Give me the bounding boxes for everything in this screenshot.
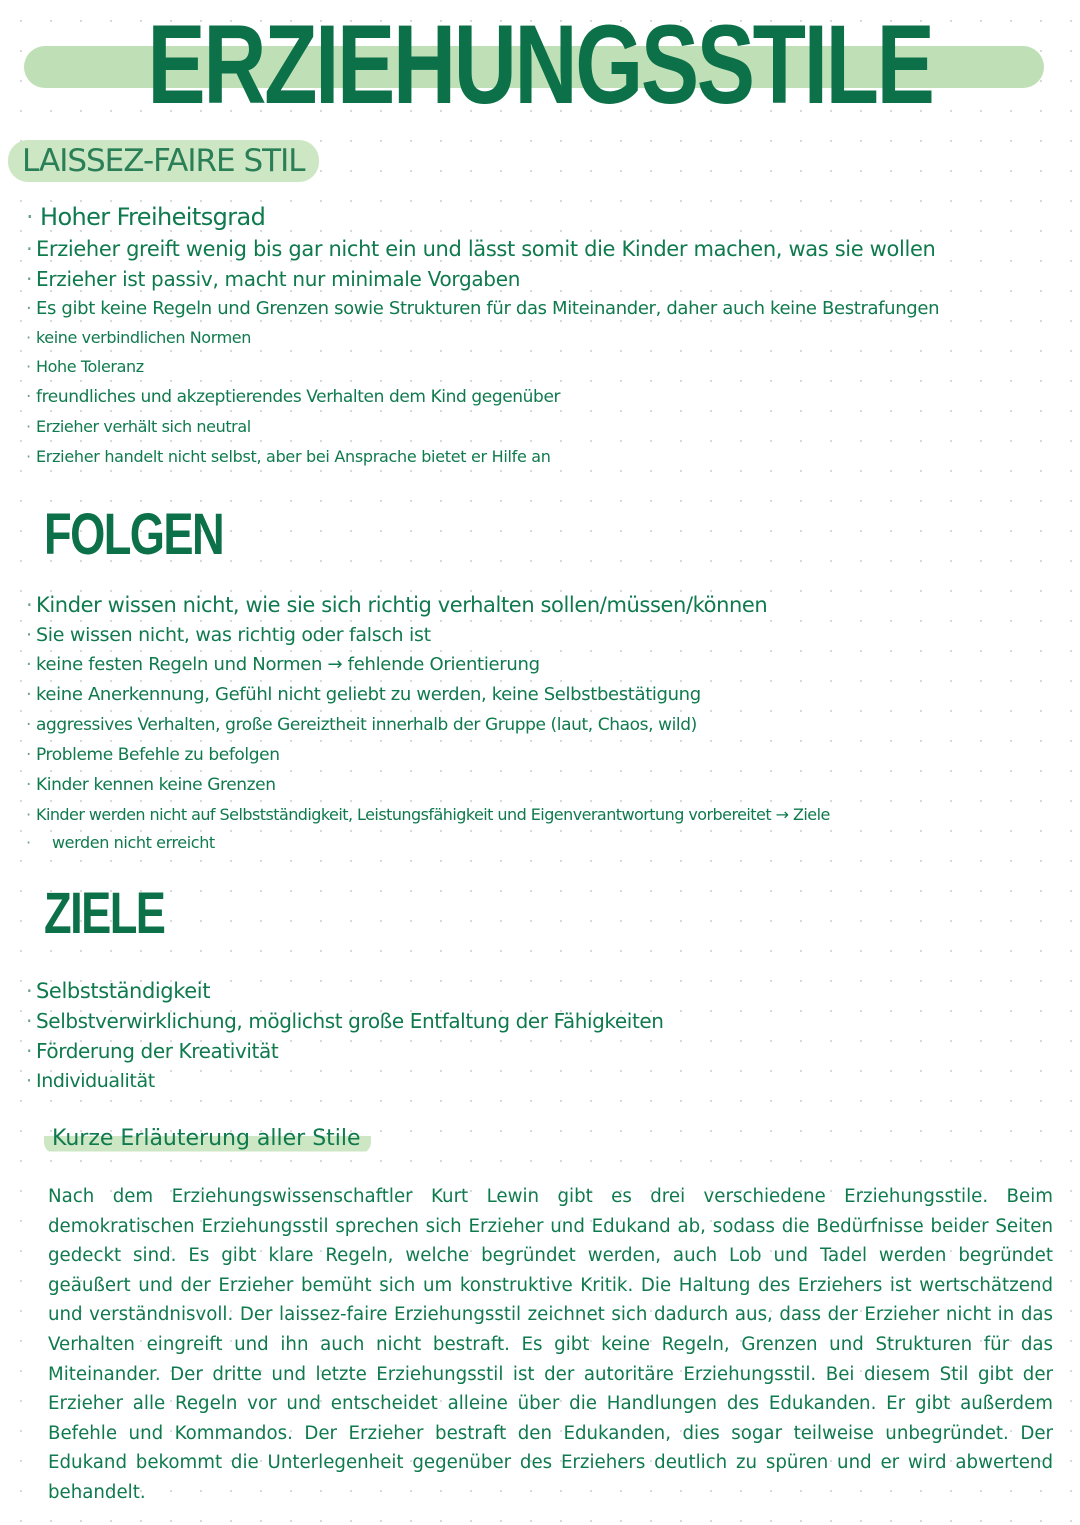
folgen-list <box>26 590 1066 856</box>
list-item: · werden nicht erreicht <box>26 830 1066 856</box>
folgen-heading: FOLGEN <box>44 502 224 567</box>
list-item: · Erzieher ist passiv, macht nur minimale Vorgaben <box>26 264 1066 294</box>
list-item: · freundliches und akzeptierendes Verhalten dem Kind gegenüber <box>26 382 1066 412</box>
list-item: · Kinder werden nicht auf Selbstständigkeit, Leistungsfähigkeit und Eigenverantwortung vorbereitet → Ziele <box>26 800 1066 830</box>
list-item: · keine festen Regeln und Normen → fehlende Orientierung <box>26 650 1066 680</box>
list-item: · Erzieher greift wenig bis gar nicht ein und lässt somit die Kinder machen, was sie wollen <box>26 234 1066 264</box>
list-item: · Hoher Freiheitsgrad <box>26 200 1066 234</box>
ziele-heading: ZIELE <box>44 881 165 946</box>
list-item: · Förderung der Kreativität <box>26 1036 1066 1066</box>
list-item: · Kinder kennen keine Grenzen <box>26 770 1066 800</box>
ziele-list <box>26 976 1066 1096</box>
summary-heading: Kurze Erläuterung aller Stile <box>44 1124 371 1154</box>
list-item: · Hohe Toleranz <box>26 352 1066 382</box>
list-item: · Erzieher verhält sich neutral <box>26 412 1066 442</box>
list-item: · Es gibt keine Regeln und Grenzen sowie Strukturen für das Miteinander, daher auch keine Bestrafungen <box>26 294 1066 324</box>
list-item: · aggressives Verhalten, große Gereiztheit innerhalb der Gruppe (laut, Chaos, wild) <box>26 710 1066 740</box>
list-item: · Erzieher handelt nicht selbst, aber bei Ansprache bietet er Hilfe an <box>26 442 1066 472</box>
list-item: · keine Anerkennung, Gefühl nicht geliebt zu werden, keine Selbstbestätigung <box>26 680 1066 710</box>
list-item: · Selbstverwirklichung, möglichst große Entfaltung der Fähigkeiten <box>26 1006 1066 1036</box>
page-title: ERZIEHUNGSSTILE <box>147 2 933 127</box>
list-item: · Individualität <box>26 1066 1066 1096</box>
laissez-faire-list <box>26 200 1066 472</box>
list-item: · keine verbindlichen Normen <box>26 324 1066 352</box>
laissez-faire-heading: LAISSEZ-FAIRE STIL <box>8 140 319 182</box>
summary-paragraph: Nach dem Erziehungswissenschaftler Kurt Lewin gibt es drei verschiedene Erziehungsstile. Beim demokratischen Erziehungsstil sprechen sich Erzieher und Edukand ab, sodass die Bedürfnisse beider Seiten gedeckt sind. Es gibt klare Regeln, welche begründet werden, auch Lob und Tadel werden begründet geäußert und der Erzieher bemüht sich um konstruktive Kritik. Die Haltung des Erziehers ist wertschätzend und verständnisvoll. Der laissez-faire Erziehungsstil zeichnet sich dadurch aus, dass der Erzieher nicht in das Verhalten eingreift und ihn auch nicht bestraft. Es gibt keine Regeln, Grenzen und Strukturen für das Miteinander. Der dritte und letzte Erziehungsstil ist der autoritäre Erziehungsstil. Bei diesem Stil gibt der Erzieher alle Regeln vor und entscheidet alleine über die Handlungen des Edukanden. Er gibt außerdem Befehle und Kommandos. Der Erzieher bestraft den Edukanden, dies sogar teilweise unbegründet. Der Edukand bekommt die Unterlegenheit gegenüber des Erziehers deutlich zu spüren und er wird abwertend behandelt. <box>48 1186 1053 1503</box>
list-item: · Kinder wissen nicht, wie sie sich richtig verhalten sollen/müssen/können <box>26 590 1066 620</box>
list-item: · Selbstständigkeit <box>26 976 1066 1006</box>
list-item: · Probleme Befehle zu befolgen <box>26 740 1066 770</box>
list-item: · Sie wissen nicht, was richtig oder falsch ist <box>26 620 1066 650</box>
